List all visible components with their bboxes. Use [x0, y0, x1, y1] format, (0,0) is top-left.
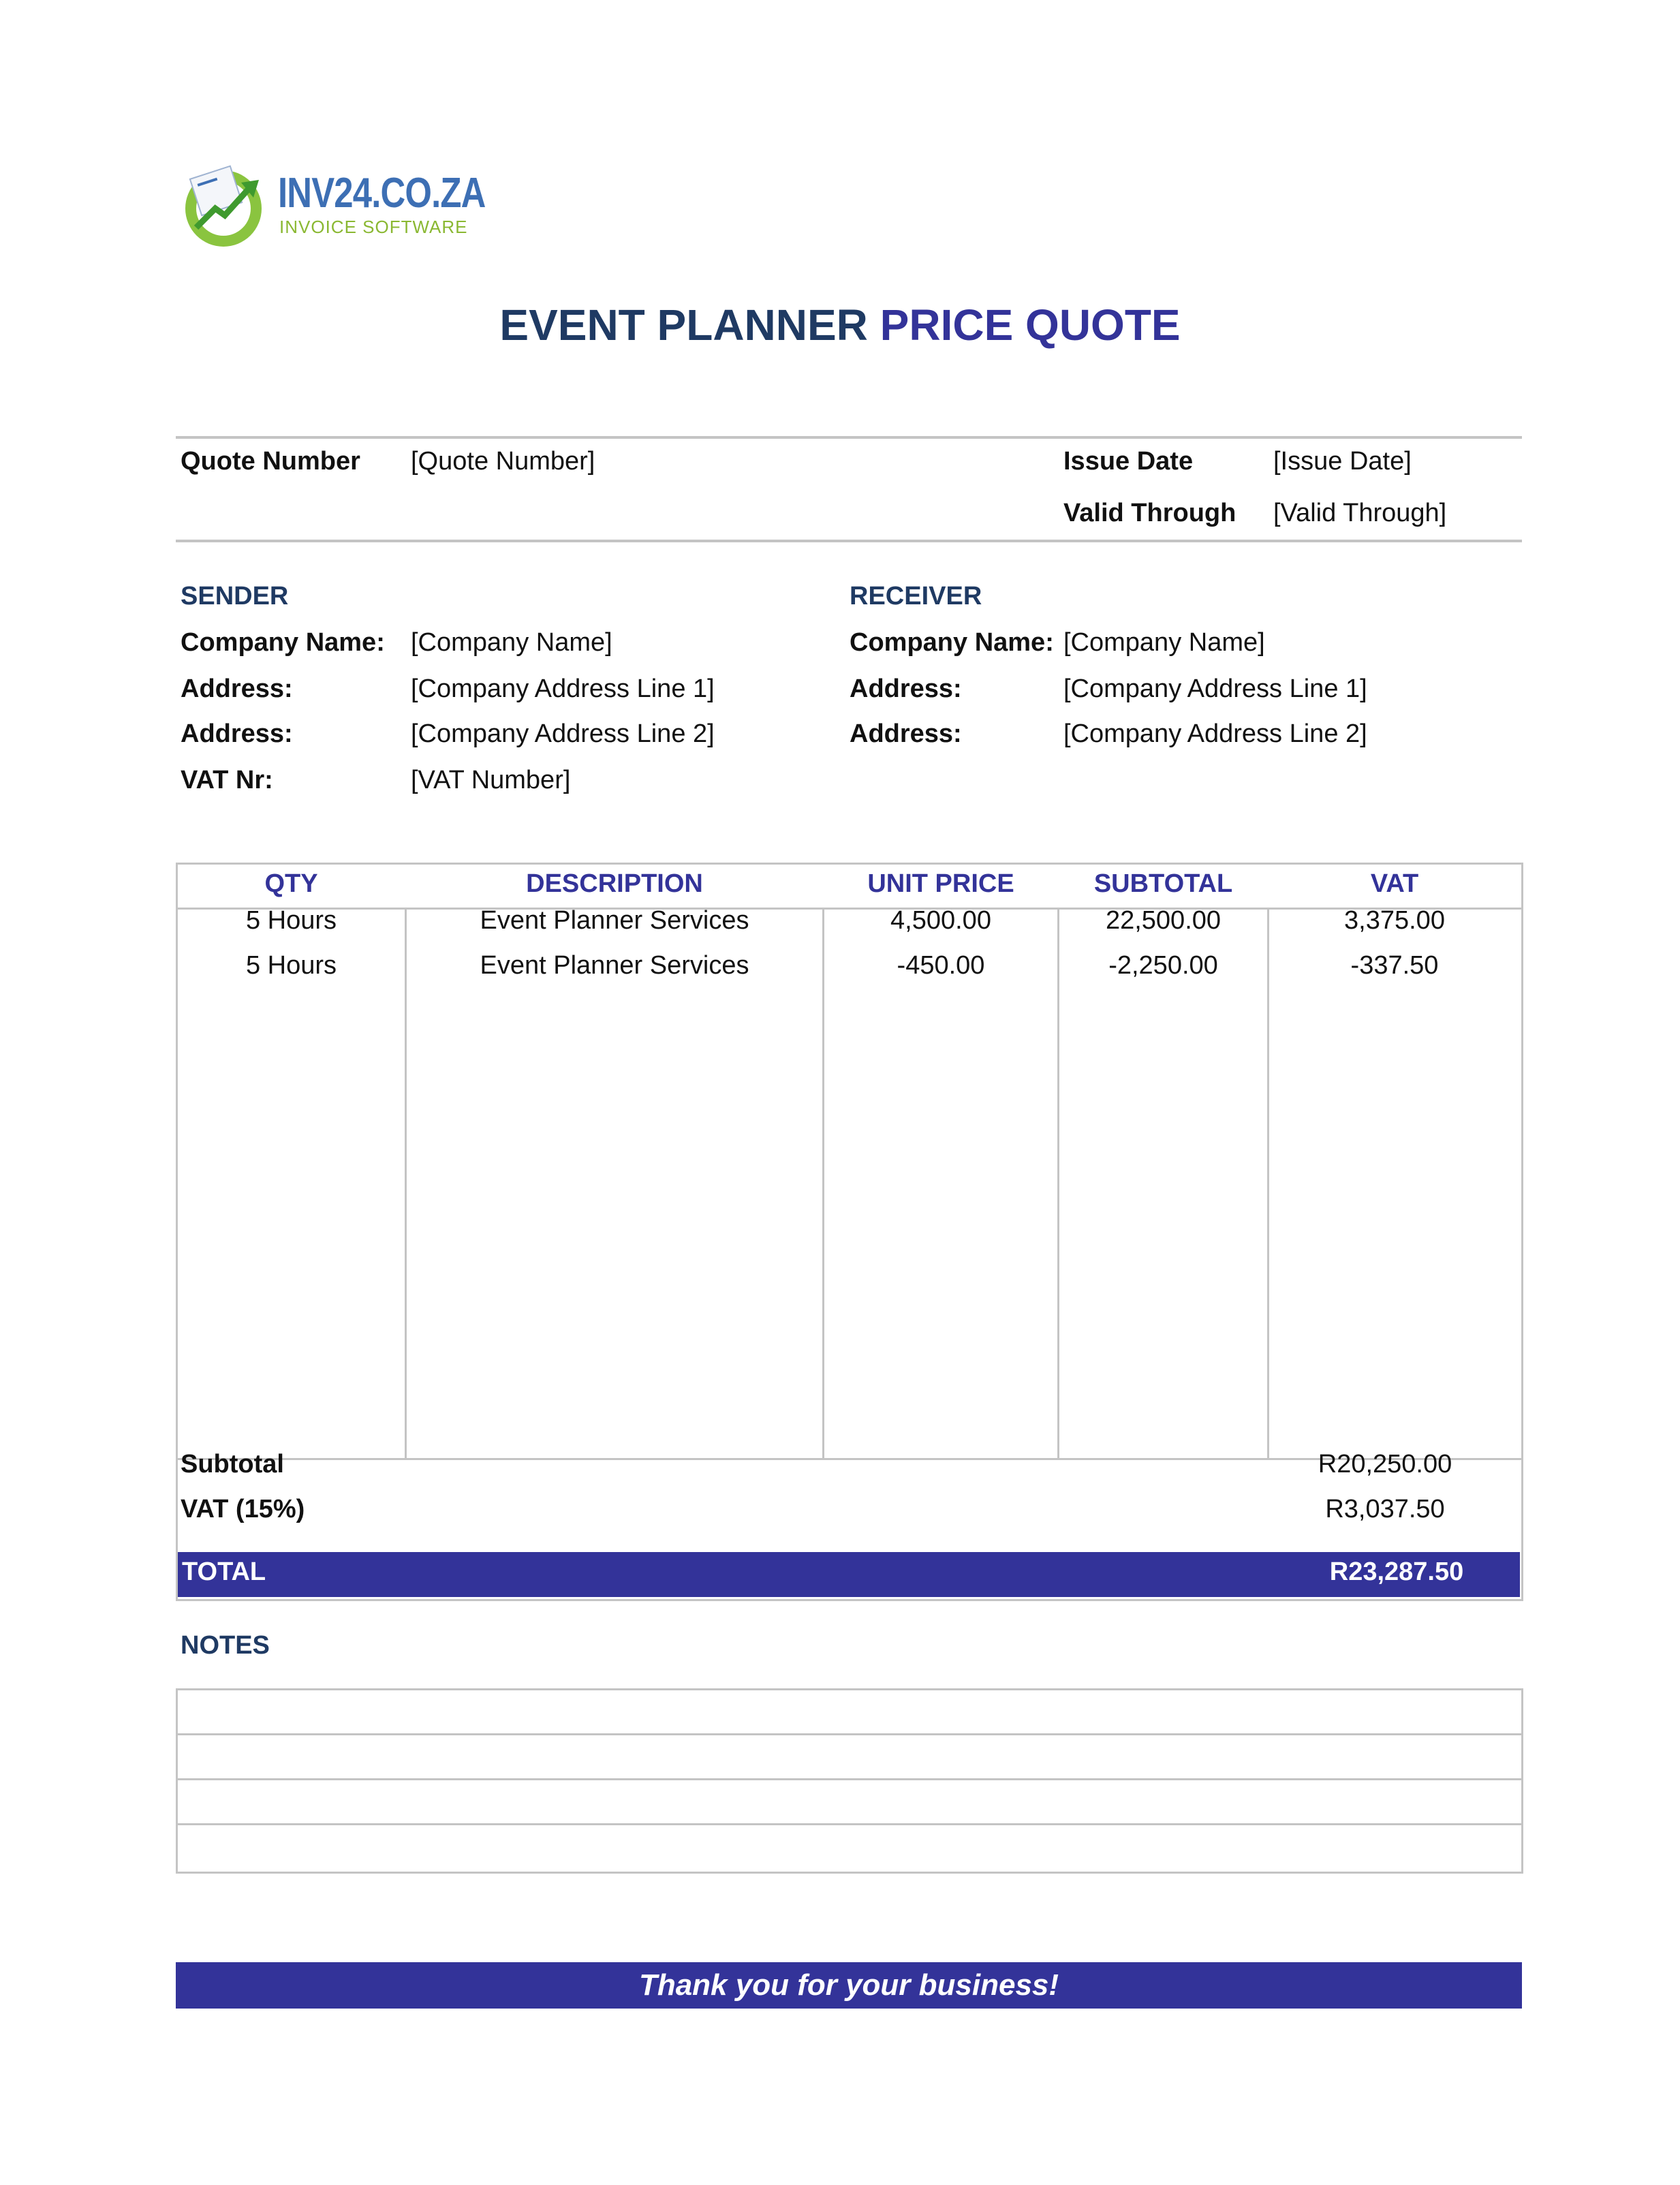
column-header-unit-price: UNIT PRICE: [867, 869, 1014, 898]
sender-vat-value: [VAT Number]: [411, 766, 571, 794]
receiver-company-value: [Company Name]: [1063, 628, 1265, 657]
column-header-qty: QTY: [264, 869, 318, 898]
cell-vat: -337.50: [1350, 951, 1439, 980]
column-header-vat: VAT: [1370, 869, 1419, 898]
subtotal-label: Subtotal: [181, 1450, 284, 1478]
receiver-address2-value: [Company Address Line 2]: [1063, 719, 1367, 748]
sender-vat-label: VAT Nr:: [181, 766, 273, 794]
issue-date-value: [Issue Date]: [1273, 447, 1412, 476]
cell-subtotal: -2,250.00: [1108, 951, 1218, 980]
column-divider: [822, 909, 824, 1459]
divider: [176, 436, 1522, 439]
vat-value: R3,037.50: [1325, 1495, 1445, 1523]
divider: [176, 540, 1522, 542]
column-header-description: DESCRIPTION: [526, 869, 703, 898]
notes-line: [176, 1778, 1522, 1780]
sender-heading: SENDER: [181, 582, 289, 610]
thank-you-banner: Thank you for your business!: [176, 1962, 1522, 2009]
quote-number-value: [Quote Number]: [411, 447, 595, 476]
column-divider: [405, 909, 407, 1459]
receiver-address1-label: Address:: [850, 675, 962, 703]
document-growth-arrow-icon: [183, 161, 278, 249]
cell-description: Event Planner Services: [480, 951, 749, 980]
notes-line: [176, 1733, 1522, 1735]
sender-company-label: Company Name:: [181, 628, 385, 657]
total-value: R23,287.50: [1329, 1558, 1464, 1586]
logo-name: INV24.CO.ZA: [278, 170, 486, 217]
cell-description: Event Planner Services: [480, 906, 749, 935]
vat-label: VAT (15%): [181, 1495, 305, 1523]
notes-heading: NOTES: [181, 1631, 270, 1660]
cell-unit-price: -450.00: [897, 951, 985, 980]
sender-company-value: [Company Name]: [411, 628, 612, 657]
cell-unit-price: 4,500.00: [890, 906, 991, 935]
sender-address1-value: [Company Address Line 1]: [411, 675, 715, 703]
column-header-subtotal: SUBTOTAL: [1093, 869, 1233, 898]
sender-address1-label: Address:: [181, 675, 293, 703]
logo-tagline: INVOICE SOFTWARE: [279, 217, 468, 237]
notes-line: [176, 1823, 1522, 1825]
sender-address2-value: [Company Address Line 2]: [411, 719, 715, 748]
page-title: [0, 300, 1680, 350]
valid-through-label: Valid Through: [1063, 499, 1236, 527]
receiver-address1-value: [Company Address Line 1]: [1063, 675, 1367, 703]
cell-qty: 5 Hours: [245, 906, 337, 935]
cell-qty: 5 Hours: [245, 951, 337, 980]
title-part-2: PRICE QUOTE: [880, 300, 1181, 350]
valid-through-value: [Valid Through]: [1273, 499, 1447, 527]
receiver-company-label: Company Name:: [850, 628, 1054, 657]
cell-subtotal: 22,500.00: [1105, 906, 1222, 935]
receiver-heading: RECEIVER: [850, 582, 982, 610]
sender-address2-label: Address:: [181, 719, 293, 748]
issue-date-label: Issue Date: [1063, 447, 1194, 476]
total-label: TOTAL: [182, 1558, 266, 1586]
title-part-1: EVENT PLANNER: [499, 300, 868, 350]
receiver-address2-label: Address:: [850, 719, 962, 748]
column-divider: [1267, 909, 1269, 1459]
quote-number-label: Quote Number: [181, 447, 360, 476]
subtotal-value: R20,250.00: [1318, 1450, 1452, 1478]
notes-box[interactable]: [176, 1688, 1523, 1874]
column-divider: [1057, 909, 1059, 1459]
cell-vat: 3,375.00: [1344, 906, 1445, 935]
